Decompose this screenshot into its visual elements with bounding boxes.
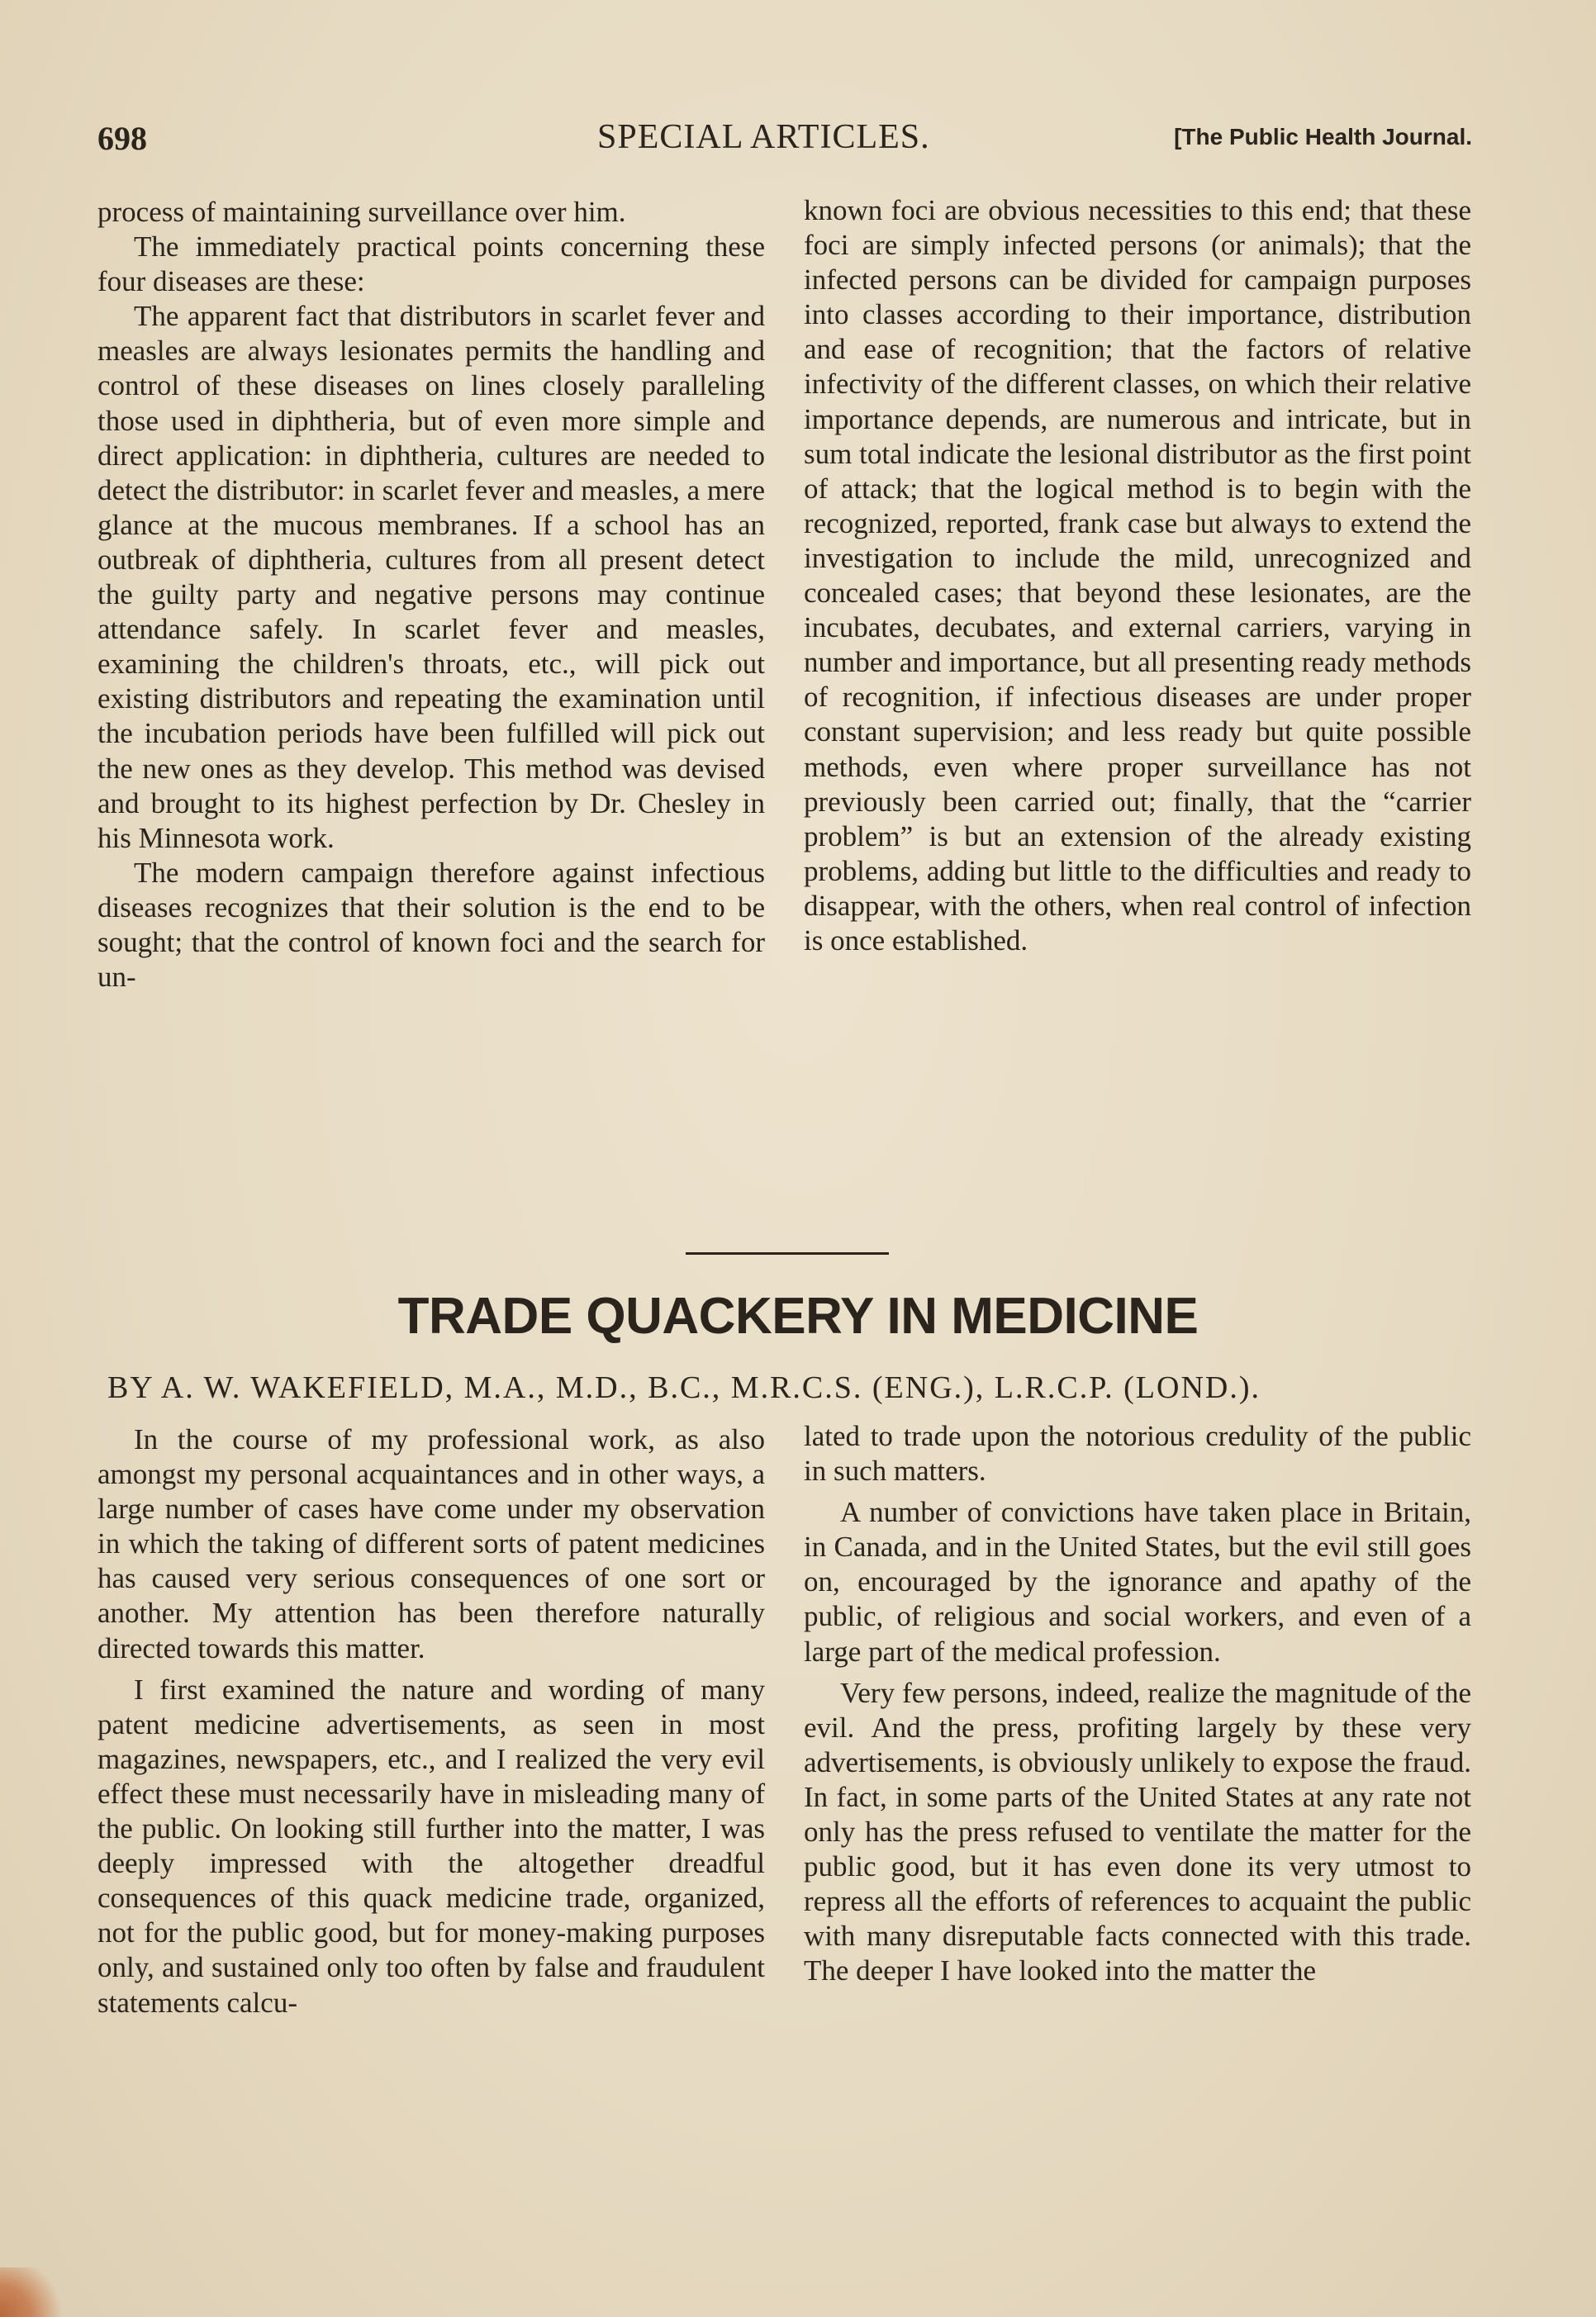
paragraph: known foci are obvious necessities to this end; that these foci are simply infected persons (or animals); that the infected persons can be divided for campaign purposes into classes according to their importance, distribution and ease of recognition; that the factors of relative infectivity of the different classes, on which their relative importance depends, are numerous and intricate, but in sum total indicate the lesional distributor as the first point of attack; that the logical method is to begin with the recognized, reported, frank case but always to extend the investigation to include the mild, unrecognized and concealed cases; that beyond these lesionates, are the incubates, decubates, and external carriers, varying in number and importance, but all presenting ready methods of recognition, if infectious diseases are under proper constant supervision; and less ready but quite possible methods, even where proper surveillance has not previously been carried out; finally, that the “carrier problem” is but an extension of the already existing problems, adding but little to the difficulties and ready to disappear, with the others, when real control of infection is once established. — [804, 194, 1471, 957]
running-header — [97, 119, 1472, 160]
paragraph: lated to trade upon the notorious credulity of the public in such matters. — [804, 1420, 1471, 1488]
top-left-column — [97, 195, 765, 995]
top-right-column — [804, 193, 1471, 958]
paragraph: The immediately practical points concerning these four diseases are these: — [97, 230, 765, 298]
bottom-left-column — [97, 1422, 765, 2020]
article-byline: BY A. W. WAKEFIELD, M.A., M.D., B.C., M.R.C.S. (ENG.), L.R.C.P. (LOND.). — [107, 1370, 1261, 1405]
section-divider — [686, 1252, 889, 1255]
paragraph: The apparent fact that distributors in scarlet fever and measles are always lesionates permits the handling and control of these diseases on lines closely paralleling those used in diphtheria, but of even more simple and direct application: in diphtheria, cultures are needed to detect the distributor: in scarlet fever and measles, a mere glance at the mucous membranes. If a school has an outbreak of diphtheria, cultures from all present detect the guilty party and negative persons may continue attendance safely. In scarlet fever and measles, examining the children's throats, etc., will pick out existing distributors and repeating the examination until the incubation periods have been fulfilled will pick out the new ones as they develop. This method was devised and brought to its highest perfection by Dr. Chesley in his Minnesota work. — [97, 300, 765, 854]
paragraph: Very few persons, indeed, realize the magnitude of the evil. And the press, profiting largely by these very advertisements, is obviously unlikely to expose the fraud. In fact, in some parts of the United States at any rate not only has the press refused to ventilate the matter for the public good, but it has even done its very utmost to repress all the efforts of references to acquaint the public with many disreputable facts connected with this trade. The deeper I have looked into the matter the — [804, 1676, 1471, 1987]
page-corner-stain — [0, 2267, 74, 2317]
bottom-right-column — [804, 1419, 1471, 1989]
paragraph: I first examined the nature and wording of many patent medicine advertisements, as seen in most magazines, newspapers, etc., and I realized the very evil effect these must necessarily have in misleading many of the public. On looking still further into the matter, I was deeply impressed with the altogether dreadful consequences of this quack medicine trade, organized, not for the public good, but for money-making purposes only, and sustained only too often by false and fraudulent statements calcu- — [97, 1673, 765, 2019]
paragraph: The modern campaign therefore against infectious diseases recognizes that their solution is the end to be sought; that the control of known foci and the search for un- — [97, 856, 765, 994]
page-number: 698 — [97, 120, 147, 157]
article-title: TRADE QUACKERY IN MEDICINE — [397, 1288, 1199, 1345]
paragraph: process of maintaining surveillance over him. — [97, 196, 626, 228]
journal-title: [The Public Health Journal. — [1174, 124, 1472, 150]
running-title: SPECIAL ARTICLES. — [597, 118, 930, 156]
paragraph: In the course of my professional work, as also amongst my personal acquaintances and in other ways, a large number of cases have come under my observation in which the taking of different sorts of patent medicines has caused very serious consequences of one sort or another. My attention has been therefore naturally directed towards this matter. — [97, 1423, 765, 1664]
paragraph: A number of convictions have taken place in Britain, in Canada, and in the United States, but the evil still goes on, encouraged by the ignorance and apathy of the public, of religious and social workers, and even of a large part of the medical profession. — [804, 1496, 1471, 1668]
